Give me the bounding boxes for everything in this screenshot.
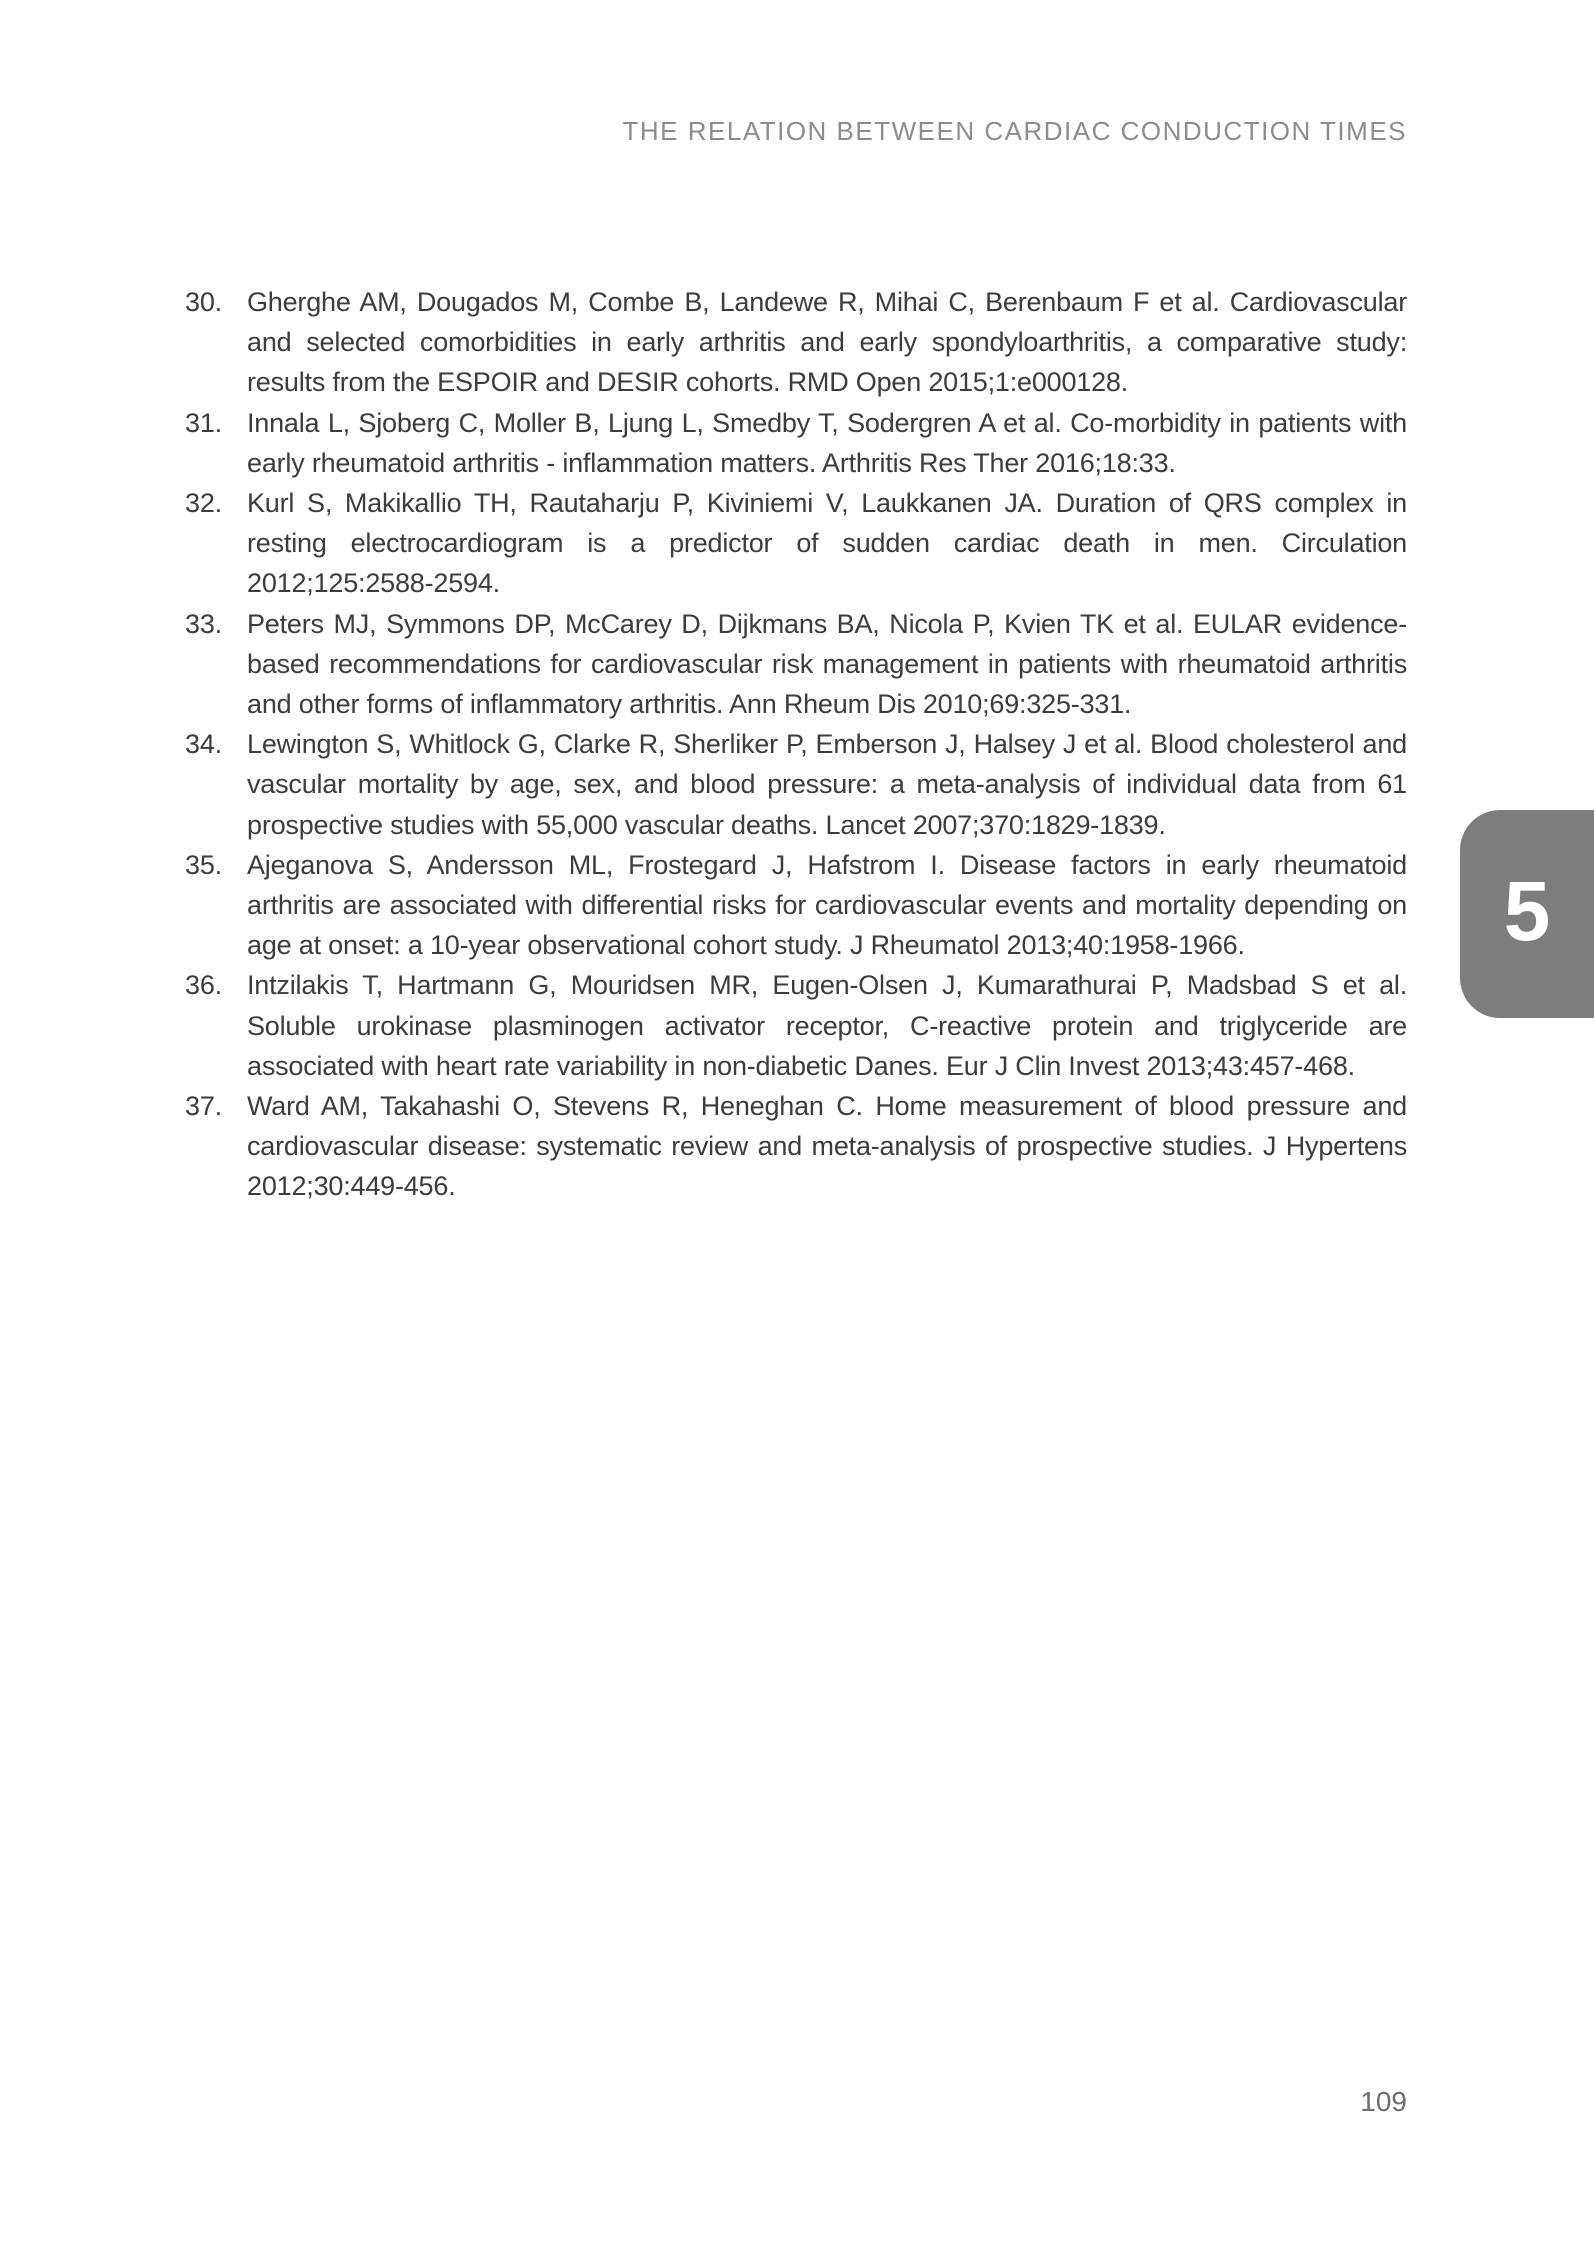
reference-number: 34. [185, 729, 222, 760]
reference-list [185, 282, 1407, 1207]
reference-number: 32. [185, 488, 222, 519]
reference-number: 35. [185, 849, 222, 880]
reference-item [185, 282, 1407, 403]
reference-text: Intzilakis T, Hartmann G, Mouridsen MR, Eugen-Olsen J, Kumarathurai P, Madsbad S et al. Soluble urokinase plasminogen activator receptor, C-reactive protein and triglyceride are associated with heart rate variability in non-diabetic Danes. Eur J Clin Invest 2013;43:457-468. [247, 970, 1407, 1081]
reference-text: Lewington S, Whitlock G, Clarke R, Sherliker P, Emberson J, Halsey J et al. Blood cholesterol and vascular mortality by age, sex, and blood pressure: a meta-analysis of individual data from 61 prospective studies with 55,000 vascular deaths. Lancet 2007;370:1829-1839. [247, 729, 1407, 840]
reference-number: 31. [185, 407, 222, 438]
reference-text: Kurl S, Makikallio TH, Rautaharju P, Kiviniemi V, Laukkanen JA. Duration of QRS complex in resting electrocardiogram is a predictor of sudden cardiac death in men. Circulation 2012;125:2588-2594. [247, 488, 1407, 599]
running-header: THE RELATION BETWEEN CARDIAC CONDUCTION TIMES [622, 116, 1407, 146]
page-number: 109 [1360, 2086, 1407, 2117]
reference-item [185, 403, 1407, 483]
reference-number: 36. [185, 970, 222, 1001]
reference-number: 37. [185, 1091, 222, 1122]
reference-number: 30. [185, 287, 222, 317]
reference-item [185, 604, 1407, 725]
reference-text: Ward AM, Takahashi O, Stevens R, Heneghan C. Home measurement of blood pressure and cardiovascular disease: systematic review and meta-analysis of prospective studies. J Hypertens 2012;30:449-456. [247, 1091, 1407, 1202]
reference-text: Peters MJ, Symmons DP, McCarey D, Dijkmans BA, Nicola P, Kvien TK et al. EULAR evidence-based recommendations for cardiovascular risk management in patients with rheumatoid arthritis and other forms of inflammatory arthritis. Ann Rheum Dis 2010;69:325-331. [247, 608, 1407, 720]
reference-text: Innala L, Sjoberg C, Moller B, Ljung L, Smedby T, Sodergren A et al. Co-morbidity in patients with early rheumatoid arthritis - inflammation matters. Arthritis Res Ther 2016;18:33. [247, 407, 1407, 478]
reference-number: 33. [185, 608, 222, 639]
chapter-number: 5 [1503, 864, 1551, 958]
reference-item [185, 965, 1407, 1086]
reference-item [185, 1086, 1407, 1207]
reference-text: Ajeganova S, Andersson ML, Frostegard J, Hafstrom I. Disease factors in early rheumatoid arthritis are associated with differential risks for cardiovascular events and mortality depending on age at onset: a 10-year observational cohort study. J Rheumatol 2013;40:1958-1966. [247, 849, 1407, 961]
reference-item [185, 483, 1407, 604]
reference-text: Gherghe AM, Dougados M, Combe B, Landewe R, Mihai C, Berenbaum F et al. Cardiovascular and selected comorbidities in early arthritis and early spondyloarthritis, a comparative study: results from the ESPOIR and DESIR cohorts. RMD Open 2015;1:e000128. [247, 287, 1407, 398]
chapter-tab [1460, 810, 1594, 1018]
reference-item [185, 724, 1407, 845]
reference-item [185, 845, 1407, 966]
